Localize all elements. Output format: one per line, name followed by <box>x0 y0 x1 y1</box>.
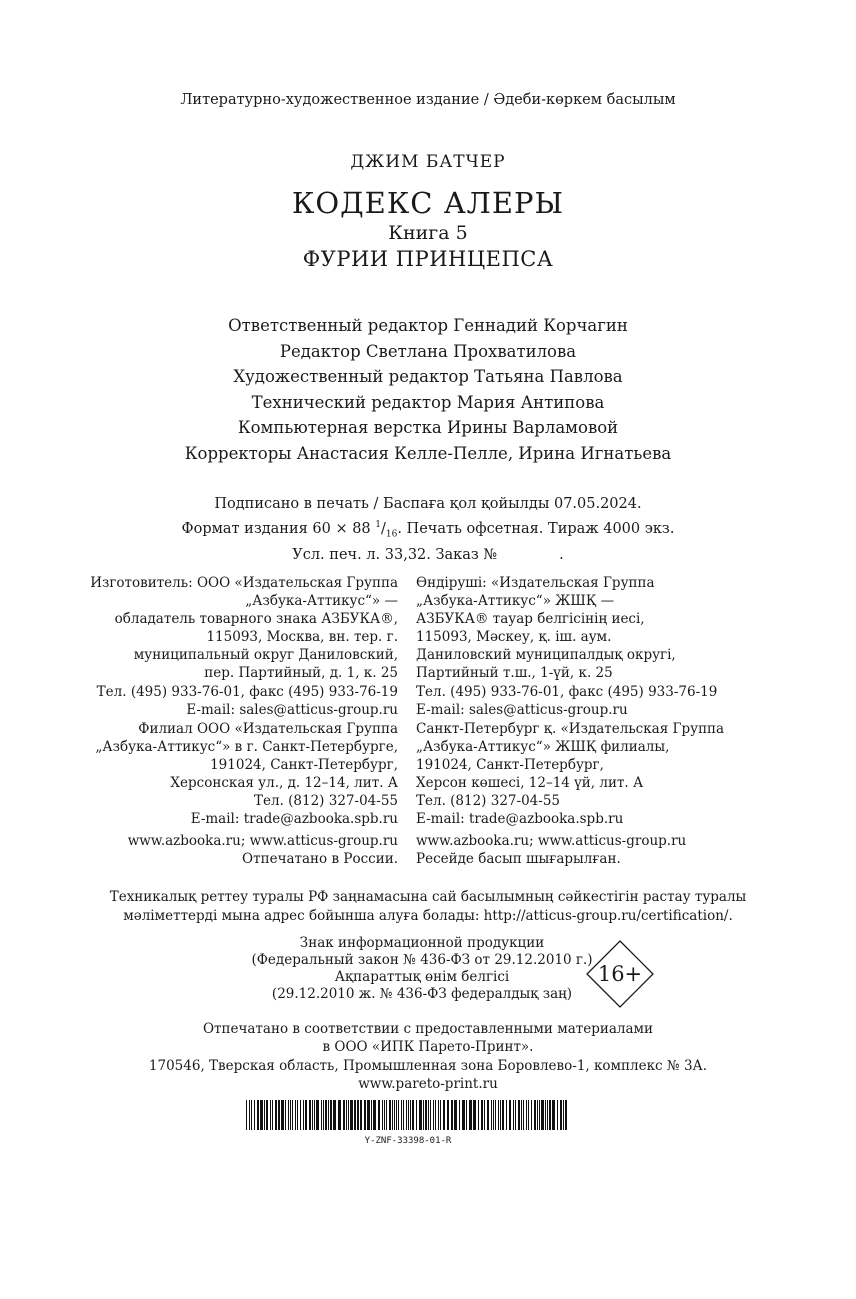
barcode-bar <box>389 1100 391 1130</box>
info-product-sign: Знак информационной продукции (Федеральный закон № 436-ФЗ от 29.12.2010 г.) Ақпараттық өнім белгісі (29.12.2010 ж. № 436-ФЗ федералдық заң) <box>251 935 593 1002</box>
barcode-bar <box>513 1100 514 1130</box>
barcode-bar <box>392 1100 393 1130</box>
barcode-bar <box>563 1100 564 1130</box>
web-kz: www.azbooka.ru; www.atticus-group.ru Ресейде басып шығарылған. <box>416 833 687 868</box>
barcode <box>246 1100 570 1130</box>
barcode-bar <box>454 1100 457 1130</box>
age-rating-badge <box>586 940 654 1008</box>
barcode-bar <box>396 1100 397 1130</box>
book-title: ФУРИИ ПРИНЦЕПСА <box>302 247 554 271</box>
staff-line: Редактор Светлана Прохватилова <box>279 341 577 361</box>
barcode-bar <box>412 1100 414 1130</box>
barcode-bar <box>373 1100 376 1130</box>
barcode-bar <box>266 1100 268 1130</box>
barcode-bar <box>481 1100 483 1130</box>
staff-line: Художественный редактор Татьяна Павлова <box>233 367 623 387</box>
barcode-bar <box>435 1100 436 1130</box>
barcode-bar <box>398 1100 399 1130</box>
branch-ru: Филиал ООО «Издательская Группа „Азбука-Аттикус“» в г. Санкт-Петербурге, 191024, Санкт-Петербург, Херсонская ул., д. 12–14, лит. А Тел. (812) 327-04-55 E-mail: trade@azbooka.spb.ru <box>95 721 398 828</box>
barcode-bar <box>364 1100 366 1130</box>
barcode-bar <box>257 1100 259 1130</box>
barcode-bar <box>290 1100 291 1130</box>
barcode-bar <box>288 1100 289 1130</box>
barcode-bar <box>408 1100 409 1130</box>
barcode-bar <box>487 1100 489 1130</box>
barcode-bar <box>328 1100 329 1130</box>
barcode-bar <box>560 1100 562 1130</box>
barcode-bar <box>303 1100 304 1130</box>
barcode-bar <box>528 1100 529 1130</box>
barcode-bar <box>462 1100 465 1130</box>
barcode-bar <box>314 1100 315 1130</box>
barcode-bar <box>330 1100 332 1130</box>
barcode-bar <box>459 1100 460 1130</box>
barcode-bar <box>565 1100 567 1130</box>
barcode-bar <box>305 1100 307 1130</box>
barcode-bar <box>500 1100 501 1130</box>
barcode-bar <box>526 1100 527 1130</box>
barcode-bar <box>360 1100 362 1130</box>
age-rating-label: 16+ <box>597 962 643 986</box>
certification-note: Техникалық реттеу туралы РФ заңнамасына сай басылымның сәйкестігін растау туралы мәліметтерді мына адрес бойынша алуға болады: http://atticus-group.ru/certification/. <box>109 889 747 924</box>
barcode-bar <box>451 1100 453 1130</box>
publisher-ru: Изготовитель: ООО «Издательская Группа „Азбука-Аттикус“» — обладатель товарного знака АЗБУКА®, 115093, Москва, вн. тер. г. муниципальный округ Даниловский, пер. Партийный, д. 1, к. 25 Тел. (495) 933-76-01, факс (495) 933-76-19 E-mail: sales@atticus-group.ru <box>90 575 398 718</box>
format-line: Формат издания 60 × 88 $^1/_{16}$. Печать офсетная. Тираж 4000 экз. <box>181 519 675 540</box>
publisher-kz: Өндіруші: «Издательская Группа „Азбука-Аттикус“» ЖШҚ — АЗБУКА® тауар белгісінің иесі, 115093, Мәскеу, қ. іш. аум. Даниловский муниципалдық округі, Партийный т.ш., 1-үй, к. 25 Тел. (495) 933-76-01, факс (495) 933-76-19 E-mail: sales@atticus-group.ru <box>416 575 718 718</box>
barcode-bar <box>292 1100 293 1130</box>
barcode-bar <box>466 1100 467 1130</box>
barcode-bar <box>440 1100 441 1130</box>
barcode-bar <box>478 1100 479 1130</box>
barcode-bar <box>419 1100 422 1130</box>
barcode-bar <box>316 1100 319 1130</box>
barcode-bar <box>300 1100 301 1130</box>
barcode-bar <box>537 1100 538 1130</box>
barcode-bar <box>484 1100 485 1130</box>
barcode-bar <box>433 1100 434 1130</box>
barcode-bar <box>423 1100 424 1130</box>
barcode-bar <box>325 1100 327 1130</box>
barcode-bar <box>386 1100 387 1130</box>
barcode-bar <box>502 1100 504 1130</box>
barcode-bar <box>382 1100 383 1130</box>
barcode-bar <box>523 1100 524 1130</box>
barcode-bar <box>443 1100 445 1130</box>
barcode-bar <box>270 1100 271 1130</box>
sheets-order: Усл. печ. л. 33,32. Заказ № . <box>292 546 564 563</box>
barcode-bar <box>531 1100 532 1130</box>
barcode-bar <box>350 1100 353 1130</box>
barcode-bar <box>246 1100 247 1130</box>
barcode-bar <box>254 1100 255 1130</box>
barcode-bar <box>367 1100 370 1130</box>
staff-line: Корректоры Анастасия Келле-Пелле, Ирина Игнатьева <box>184 443 672 463</box>
barcode-bar <box>509 1100 511 1130</box>
barcode-bar <box>425 1100 427 1130</box>
barcode-bar <box>430 1100 431 1130</box>
web-ru: www.azbooka.ru; www.atticus-group.ru Отпечатано в России. <box>127 833 398 868</box>
signed-date: Подписано в печать / Баспаға қол қойылды 07.05.2024. <box>214 496 642 512</box>
barcode-bar <box>515 1100 516 1130</box>
barcode-bar <box>416 1100 417 1130</box>
barcode-bar <box>394 1100 395 1130</box>
barcode-bar <box>506 1100 507 1130</box>
barcode-bar <box>493 1100 494 1130</box>
barcode-bar <box>312 1100 313 1130</box>
barcode-bar <box>473 1100 476 1130</box>
barcode-bar <box>410 1100 411 1130</box>
barcode-bar <box>309 1100 311 1130</box>
staff-line: Технический редактор Мария Антипова <box>251 392 605 412</box>
book-number: Книга 5 <box>388 222 468 244</box>
barcode-bar <box>249 1100 250 1130</box>
barcode-bar <box>534 1100 536 1130</box>
barcode-bar <box>295 1100 296 1130</box>
barcode-bar <box>406 1100 407 1130</box>
barcode-bar <box>557 1100 558 1130</box>
barcode-bar <box>545 1100 546 1130</box>
printer-info: Отпечатано в соответствии с предоставленными материалами в ООО «ИПК Парето-Принт». 170546, Тверская область, Промышленная зона Боровлево-1, комплекс № 3А. www.pareto-print.ru <box>148 1021 708 1092</box>
barcode-bar <box>281 1100 284 1130</box>
barcode-bar <box>297 1100 298 1130</box>
author-name: ДЖИМ БАТЧЕР <box>350 152 506 172</box>
barcode-bar <box>428 1100 429 1130</box>
staff-line: Ответственный редактор Геннадий Корчагин <box>228 316 628 335</box>
barcode-bar <box>521 1100 522 1130</box>
barcode-code: Y-ZNF-33398-01-R <box>364 1136 452 1146</box>
barcode-bar <box>378 1100 380 1130</box>
barcode-bar <box>539 1100 540 1130</box>
branch-kz: Санкт-Петербург қ. «Издательская Группа „Азбука-Аттикус“» ЖШҚ филиалы, 191024, Санкт-Петербург, Херсон көшесі, 12–14 үй, лит. А Тел. (812) 327-04-55 E-mail: trade@azbooka.spb.ru <box>416 721 725 828</box>
barcode-bar <box>251 1100 252 1130</box>
barcode-bar <box>343 1100 345 1130</box>
barcode-bar <box>401 1100 402 1130</box>
barcode-bar <box>272 1100 273 1130</box>
barcode-bar <box>260 1100 263 1130</box>
barcode-bar <box>491 1100 492 1130</box>
barcode-bar <box>357 1100 359 1130</box>
barcode-bar <box>285 1100 286 1130</box>
barcode-bar <box>333 1100 336 1130</box>
editorial-staff <box>0 313 856 467</box>
barcode-bar <box>338 1100 341 1130</box>
printing-details <box>0 494 856 565</box>
barcode-bar <box>278 1100 280 1130</box>
barcode-bar <box>321 1100 322 1130</box>
barcode-bar <box>552 1100 555 1130</box>
barcode-bar <box>403 1100 404 1130</box>
barcode-bar <box>371 1100 372 1130</box>
barcode-bar <box>275 1100 277 1130</box>
barcode-bar <box>547 1100 548 1130</box>
barcode-bar <box>495 1100 496 1130</box>
barcode-bar <box>354 1100 356 1130</box>
genre-line: Литературно-художественное издание / Әдеби-көркем басылым <box>180 92 676 108</box>
staff-line: Компьютерная верстка Ирины Варламовой <box>237 418 619 438</box>
barcode-bar <box>323 1100 324 1130</box>
series-title: КОДЕКС АЛЕРЫ <box>291 186 565 220</box>
barcode-bar <box>346 1100 347 1130</box>
barcode-bar <box>447 1100 449 1130</box>
barcode-bar <box>438 1100 439 1130</box>
barcode-bar <box>348 1100 349 1130</box>
barcode-bar <box>541 1100 544 1130</box>
barcode-bar <box>469 1100 472 1130</box>
barcode-bar <box>264 1100 265 1130</box>
barcode-bar <box>549 1100 551 1130</box>
barcode-bar <box>384 1100 385 1130</box>
barcode-bar <box>498 1100 499 1130</box>
barcode-bar <box>518 1100 520 1130</box>
